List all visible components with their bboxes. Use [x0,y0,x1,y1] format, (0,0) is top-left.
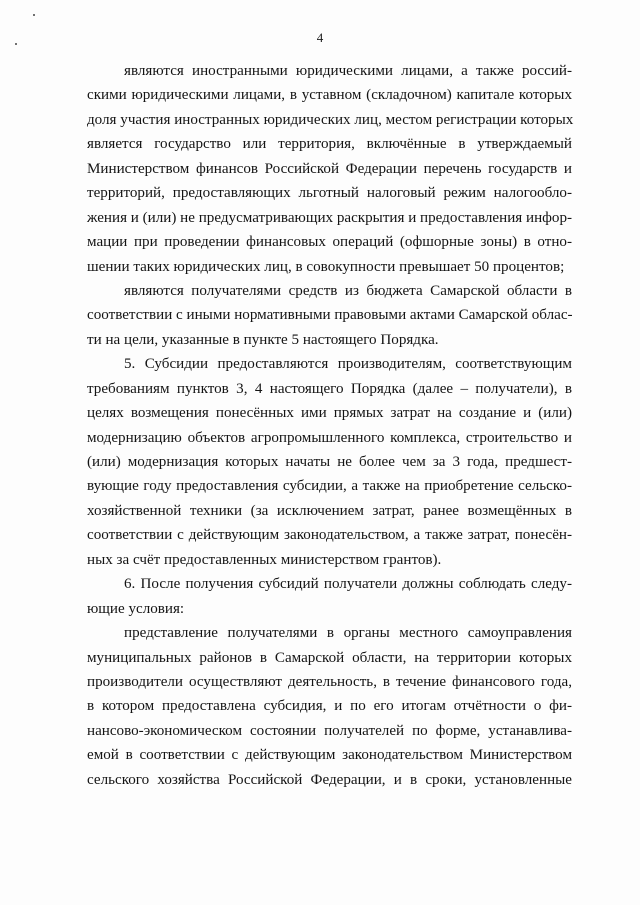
text-line: нансово-экономическом состоянии получателей по форме, устанавлива- [87,722,572,739]
text-line: хозяйственной техники (за исключением затрат, ранее возмещённых в [87,502,572,519]
text-line: являются получателями средств из бюджета Самарской области в [124,282,572,299]
text-line: соответствии с действующим законодательством, а также затрат, понесён- [87,527,572,544]
text-line: 6. После получения субсидий получатели должны соблюдать следу- [124,576,572,593]
text-line: модернизацию объектов агропромышленного комплекса, строительство и [87,429,572,446]
text-line: производители осуществляют деятельность, в течение финансового года, [87,673,572,690]
text-line: емой в соответствии с действующим законодательством Министерством [87,747,572,764]
text-line: в котором предоставлена субсидия, и по его итогам отчётности о фи- [87,698,572,715]
text-line: (или) модернизация которых начаты не более чем за 3 года, предшест- [87,454,572,470]
text-line: доля участия иностранных юридических лиц, местом регистрации которых [87,111,574,128]
text-line: ти на цели, указанные в пункте 5 настоящего Порядка. [87,331,439,348]
scan-speck [15,43,17,45]
body-text [87,59,572,792]
text-line: сельского хозяйства Российской Федерации, и в сроки, установленные [87,771,572,788]
text-line: соответствии с иными нормативными правовыми актами Самарской облас- [87,307,573,324]
text-line: представление получателями в органы местного самоуправления [124,625,572,642]
text-line: жения и (или) не предусматривающих раскрытия и предоставления инфор- [87,209,573,226]
text-line: вующие году предоставления субсидии, а также на приобретение сельско- [87,478,572,495]
text-line: требованиям пунктов 3, 4 настоящего Порядка (далее – получатели), в [87,380,572,397]
text-line: 5. Субсидии предоставляются производителям, соответствующим [124,356,572,373]
text-line: ных за счёт предоставленных министерством грантов). [87,551,442,568]
text-line: территорий, предоставляющих льготный налоговый режим налогообло- [87,185,572,202]
text-line: скими юридическими лицами, в уставном (складочном) капитале которых [87,87,572,104]
text-line: муниципальных районов в Самарской области, на территории которых [87,649,572,666]
text-line: являются иностранными юридическими лицами, а также россий- [124,63,572,79]
scan-speck [33,14,35,16]
text-line: шении таких юридических лиц, в совокупности превышает 50 процентов; [87,258,565,275]
text-line: является государство или территория, включённые в утверждаемый [87,136,572,153]
text-line: целях возмещения понесённых ими прямых затрат на создание и (или) [87,405,572,422]
text-line: мации при проведении финансовых операций (офшорные зоны) в отно- [87,234,572,251]
text-line: ющие условия: [87,600,185,617]
text-line: Министерством финансов Российской Федерации перечень государств и [87,160,572,177]
page-number: 4 [316,30,324,45]
